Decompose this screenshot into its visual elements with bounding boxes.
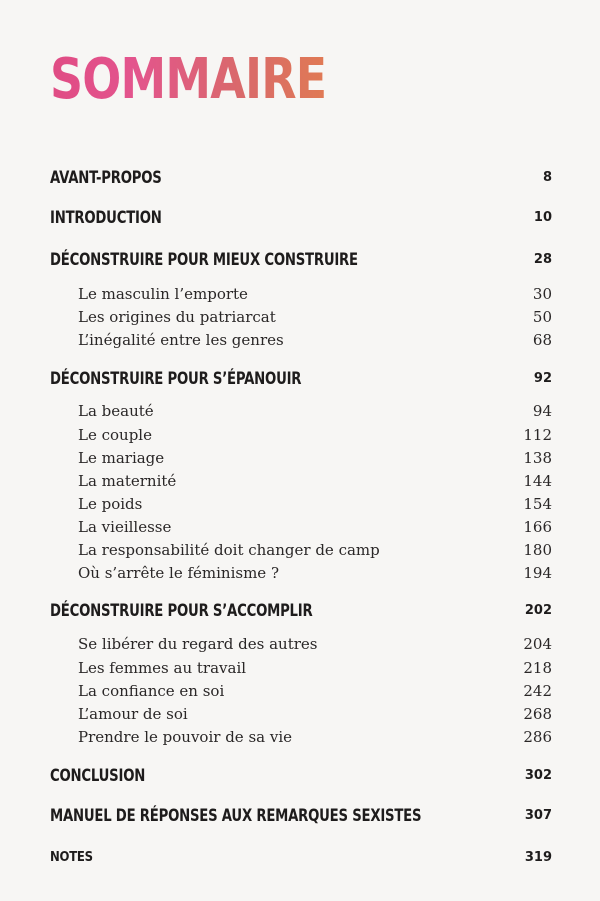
- page-number: 268: [523, 705, 552, 723]
- subentry-label: L’amour de soi: [78, 705, 188, 723]
- subentry-label: Où s’arrête le féminisme ?: [78, 564, 279, 582]
- page-number: 307: [524, 808, 552, 823]
- page-number: 319: [524, 850, 552, 865]
- toc-subentry[interactable]: [0, 632, 600, 656]
- page-number: 154: [523, 495, 552, 513]
- page-number: 286: [523, 728, 552, 746]
- subentry-label: Les origines du patriarcat: [78, 308, 276, 326]
- toc-section-notes[interactable]: [0, 846, 600, 870]
- page-number: 180: [523, 541, 552, 559]
- subentry-label: La beauté: [78, 402, 154, 420]
- toc-section-manuel[interactable]: [0, 804, 600, 828]
- page-number: 144: [523, 472, 552, 490]
- subentry-label: Le couple: [78, 426, 152, 444]
- page-number: 194: [523, 564, 552, 582]
- page-number: 30: [532, 285, 552, 303]
- toc-section-mieux-construire[interactable]: [0, 248, 600, 272]
- toc-section-s-accomplir[interactable]: [0, 599, 600, 623]
- toc-subentry[interactable]: [0, 725, 600, 749]
- page-number: 68: [532, 331, 552, 349]
- subentry-label: Le masculin l’emporte: [78, 285, 248, 303]
- toc-section-introduction[interactable]: [0, 206, 600, 230]
- toc-section-avant-propos[interactable]: [0, 166, 600, 190]
- toc-subentry[interactable]: [0, 423, 600, 447]
- toc-subentry[interactable]: [0, 305, 600, 329]
- subentry-label: L’inégalité entre les genres: [78, 331, 284, 349]
- page-number: 218: [523, 659, 552, 677]
- toc-subentry[interactable]: [0, 538, 600, 562]
- section-label: DÉCONSTRUIRE POUR MIEUX CONSTRUIRE: [50, 250, 358, 270]
- page-number: 10: [533, 210, 552, 225]
- subentry-label: Les femmes au travail: [78, 659, 247, 677]
- subentry-label: La vieillesse: [78, 518, 172, 536]
- toc-subentry[interactable]: [0, 328, 600, 352]
- subentry-label: La responsabilité doit changer de camp: [78, 541, 380, 559]
- toc-subentry[interactable]: [0, 656, 600, 680]
- subentry-label: La confiance en soi: [78, 682, 225, 700]
- subentry-label: La maternité: [78, 472, 177, 490]
- page-number: 50: [532, 308, 552, 326]
- page-number: 112: [523, 426, 552, 444]
- subentry-label: Se libérer du regard des autres: [78, 635, 318, 653]
- page-number: 94: [532, 402, 552, 420]
- page-number: 242: [523, 682, 552, 700]
- toc-subentry[interactable]: [0, 492, 600, 516]
- page-number: 28: [533, 252, 552, 267]
- page-number: 166: [523, 518, 552, 536]
- section-label: AVANT-PROPOS: [50, 168, 162, 188]
- toc-subentry[interactable]: [0, 469, 600, 493]
- page-number: 8: [542, 170, 552, 185]
- toc-subentry[interactable]: [0, 561, 600, 585]
- subentry-label: Prendre le pouvoir de sa vie: [78, 728, 292, 746]
- toc-subentry[interactable]: [0, 282, 600, 306]
- toc-section-conclusion[interactable]: [0, 764, 600, 788]
- page-number: 302: [524, 768, 552, 783]
- toc-section-s-epanouir[interactable]: [0, 367, 600, 391]
- section-label: DÉCONSTRUIRE POUR S’ACCOMPLIR: [50, 601, 313, 621]
- subentry-label: Le poids: [78, 495, 143, 513]
- section-label: DÉCONSTRUIRE POUR S’ÉPANOUIR: [50, 369, 302, 389]
- toc-subentry[interactable]: [0, 515, 600, 539]
- section-label: NOTES: [50, 850, 93, 865]
- page-title: SOMMAIRE: [50, 47, 327, 112]
- page-number: 204: [523, 635, 552, 653]
- toc-subentry[interactable]: [0, 702, 600, 726]
- subentry-label: Le mariage: [78, 449, 165, 467]
- page-number: 202: [524, 603, 552, 618]
- page-number: 138: [523, 449, 552, 467]
- section-label: MANUEL DE RÉPONSES AUX REMARQUES SEXISTES: [50, 806, 422, 826]
- section-label: CONCLUSION: [50, 766, 146, 786]
- section-label: INTRODUCTION: [50, 208, 162, 228]
- toc-subentry[interactable]: [0, 446, 600, 470]
- page-number: 92: [533, 371, 552, 386]
- toc-subentry[interactable]: [0, 399, 600, 423]
- toc-subentry[interactable]: [0, 679, 600, 703]
